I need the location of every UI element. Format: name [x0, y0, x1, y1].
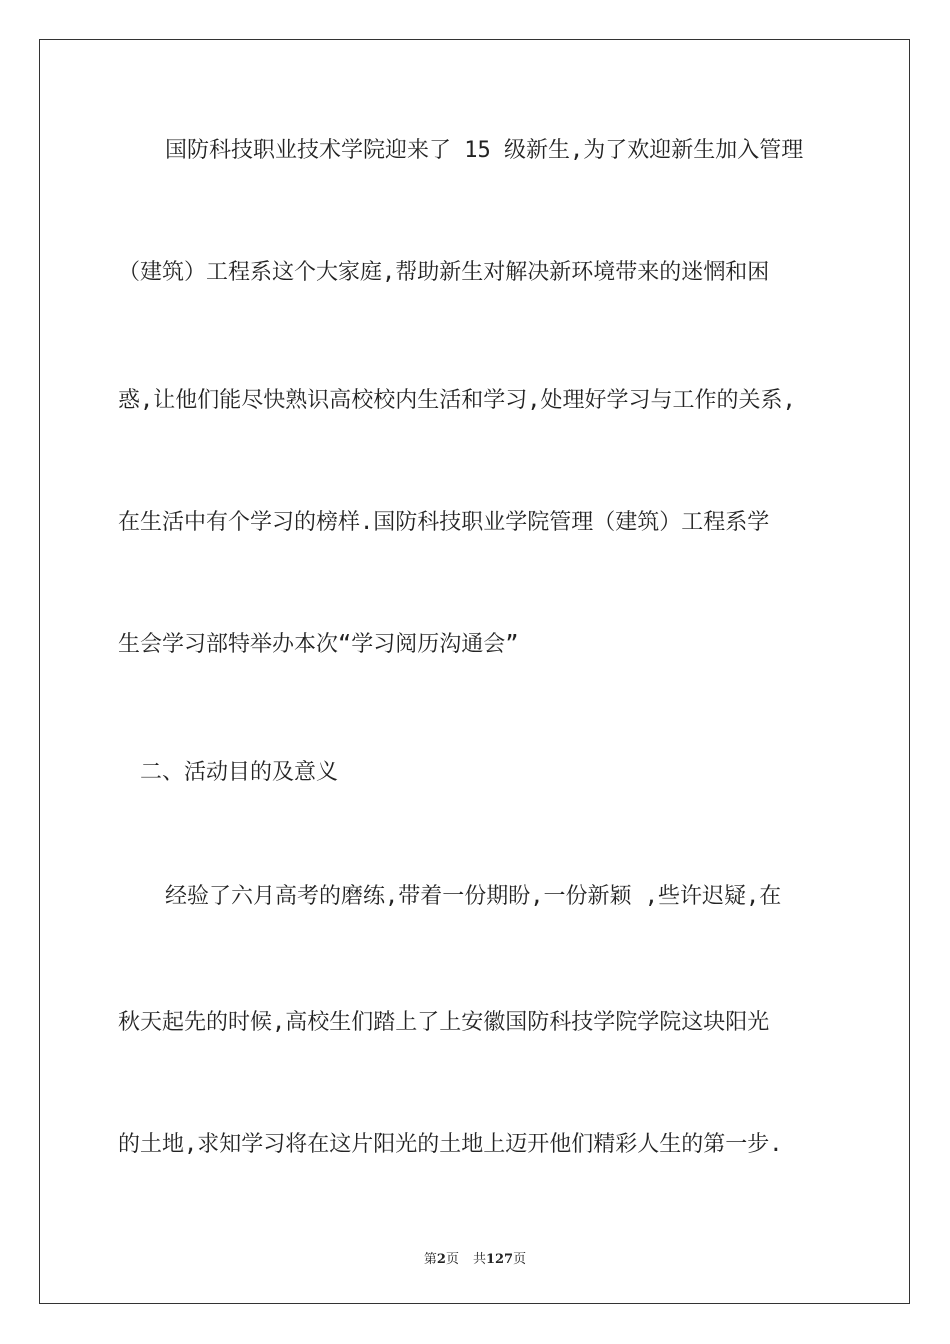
body-line-5: 生会学习部特举办本次“学习阅历沟通会” — [118, 632, 519, 657]
footer-page-number: 2 — [436, 1252, 446, 1267]
footer-total-prefix: 共 — [472, 1252, 486, 1267]
footer-total-pages: 127 — [485, 1252, 514, 1267]
section-heading: 二、活动目的及意义 — [140, 760, 339, 785]
footer-page-prefix: 第 — [423, 1252, 437, 1267]
body-line-2: （建筑）工程系这个大家庭,帮助新生对解决新环境带来的迷惘和困 — [118, 260, 770, 285]
body-line-4: 在生活中有个学习的榜样.国防科技职业学院管理（建筑）工程系学 — [118, 510, 770, 535]
body-line-1: 国防科技职业技术学院迎来了 15 级新生,为了欢迎新生加入管理 — [165, 138, 804, 163]
body-line-8: 秋天起先的时候,高校生们踏上了上安徽国防科技学院学院这块阳光 — [118, 1010, 770, 1035]
body-line-3: 惑,让他们能尽快熟识高校校内生活和学习,处理好学习与工作的关系, — [118, 388, 796, 413]
page-footer — [0, 1248, 950, 1267]
body-line-7: 经验了六月高考的磨练,带着一份期盼,一份新颖 ,些许迟疑,在 — [165, 884, 782, 909]
footer-page-suffix: 页 — [445, 1252, 459, 1267]
page-border — [39, 39, 910, 1304]
footer-total-suffix: 页 — [513, 1252, 527, 1267]
body-line-9: 的土地,求知学习将在这片阳光的土地上迈开他们精彩人生的第一步. — [118, 1132, 783, 1157]
